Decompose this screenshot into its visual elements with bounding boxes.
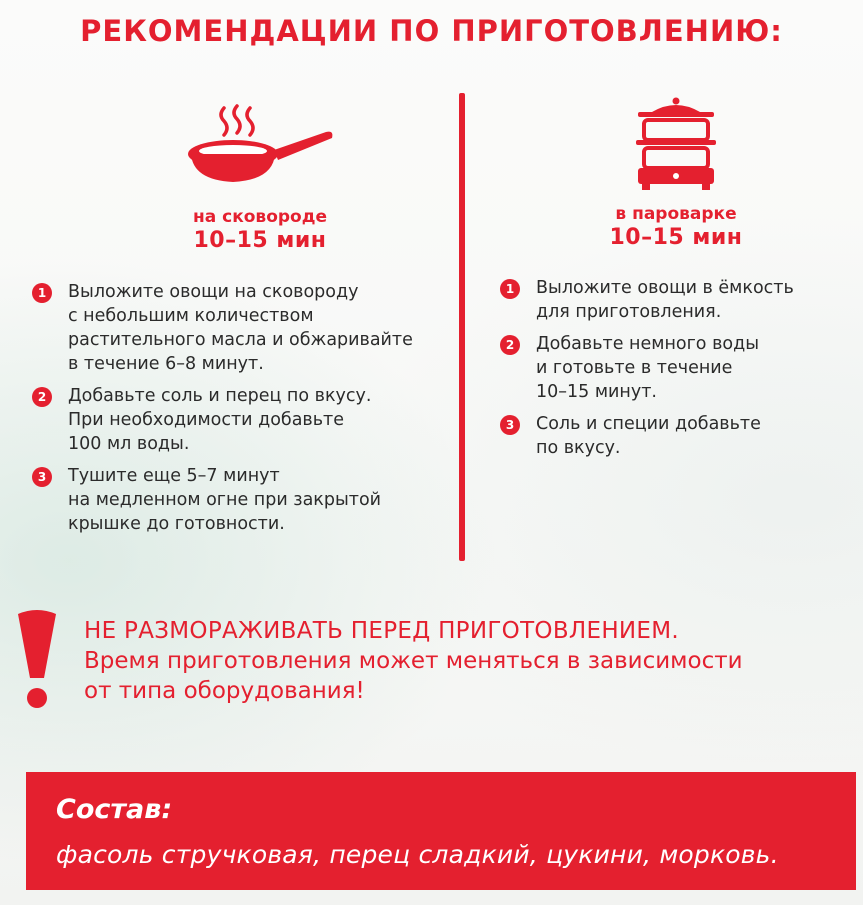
- list-item: [32, 464, 442, 536]
- composition-banner: [26, 772, 856, 890]
- step-text-line: 100 мл воды.: [68, 434, 190, 454]
- steamer-method-label: в пароварке: [615, 204, 737, 224]
- steamer-method-time: 10–15 мин: [609, 225, 743, 250]
- pan-steps-list: [32, 280, 442, 544]
- step-number-badge: 2: [32, 387, 52, 407]
- step-text-line: с небольшим количеством: [68, 306, 314, 326]
- pan-method-time: 10–15 мин: [193, 228, 327, 253]
- step-text-line: Выложите овощи на сковороду: [68, 282, 359, 302]
- frying-pan-icon: [186, 104, 336, 190]
- page-title: РЕКОМЕНДАЦИИ ПО ПРИГОТОВЛЕНИЮ:: [80, 14, 783, 48]
- step-text-line: на медленном огне при закрытой: [68, 490, 382, 510]
- steamer-icon: [630, 96, 722, 192]
- pan-method-label: на сковороде: [193, 207, 327, 227]
- list-item: [500, 412, 850, 460]
- step-text-line: 10–15 минут.: [536, 382, 657, 402]
- step-number-badge: 3: [500, 415, 520, 435]
- step-text-line: Тушите еще 5–7 минут: [68, 466, 280, 486]
- exclamation-icon: [14, 608, 60, 710]
- step-text-line: растительного масла и обжаривайте: [68, 330, 413, 350]
- step-text-line: Добавьте соль и перец по вкусу.: [68, 386, 372, 406]
- steamer-steps-list: [500, 276, 850, 468]
- step-number-badge: 3: [32, 467, 52, 487]
- list-item: [32, 384, 442, 456]
- step-text-line: для приготовления.: [536, 302, 722, 322]
- step-text-line: крышке до готовности.: [68, 514, 285, 534]
- step-number-badge: 1: [500, 279, 520, 299]
- step-text-line: Добавьте немного воды: [536, 334, 760, 354]
- step-number-badge: 1: [32, 283, 52, 303]
- list-item: [32, 280, 442, 376]
- composition-title: Состав:: [56, 794, 173, 825]
- column-divider: [459, 93, 465, 561]
- warning-text-line: Время приготовления может меняться в зависимости: [84, 648, 743, 674]
- step-text-line: При необходимости добавьте: [68, 410, 345, 430]
- composition-text: фасоль стручковая, перец сладкий, цукини, морковь.: [56, 840, 779, 869]
- list-item: [500, 276, 850, 324]
- step-number-badge: 2: [500, 335, 520, 355]
- warning-text-line: от типа оборудования!: [84, 678, 365, 704]
- warning-block: [84, 616, 844, 706]
- step-text-line: в течение 6–8 минут.: [68, 354, 264, 374]
- step-text-line: Соль и специи добавьте: [536, 414, 761, 434]
- warning-main-text: НЕ РАЗМОРАЖИВАТЬ ПЕРЕД ПРИГОТОВЛЕНИЕМ.: [84, 618, 680, 644]
- step-text-line: Выложите овощи в ёмкость: [536, 278, 794, 298]
- step-text-line: и готовьте в течение: [536, 358, 733, 378]
- list-item: [500, 332, 850, 404]
- step-text-line: по вкусу.: [536, 438, 621, 458]
